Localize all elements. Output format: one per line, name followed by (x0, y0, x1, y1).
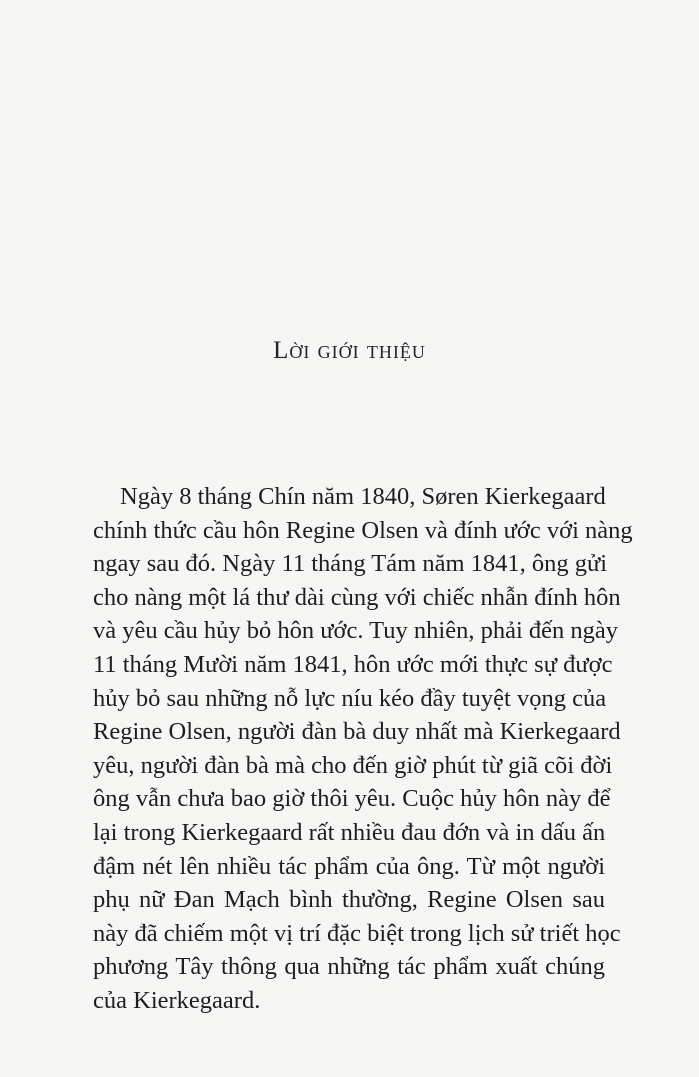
paragraph-line: cho nàng một lá thư dài cùng với chiếc nhẫn đính hôn (93, 583, 621, 611)
paragraph-line: 11 tháng Mười năm 1841, hôn ước mới thực sự được (93, 650, 613, 678)
paragraph-line: phụ nữ Đan Mạch bình thường, Regine Olsen sau (93, 886, 605, 914)
paragraph-line: phương Tây thông qua những tác phẩm xuất chúng (93, 953, 605, 981)
paragraph-line: ông vẫn chưa bao giờ thôi yêu. Cuộc hủy hôn này để (93, 785, 611, 813)
paragraph-line: chính thức cầu hôn Regine Olsen và đính ước với nàng (93, 516, 633, 544)
paragraph-line: yêu, người đàn bà mà cho đến giờ phút từ giã cõi đời (93, 751, 613, 779)
paragraph-line: Regine Olsen, người đàn bà duy nhất mà Kierkegaard (93, 718, 621, 746)
paragraph-line: và yêu cầu hủy bỏ hôn ước. Tuy nhiên, phải đến ngày (93, 617, 619, 645)
paragraph-line: này đã chiếm một vị trí đặc biệt trong lịch sử triết học (93, 919, 621, 947)
paragraph-line: ngay sau đó. Ngày 11 tháng Tám năm 1841, ông gửi (93, 550, 608, 578)
paragraph-line: của Kierkegaard. (93, 986, 261, 1014)
paragraph-line: lại trong Kierkegaard rất nhiều đau đớn và in dấu ấn (93, 818, 606, 846)
intro-paragraph (93, 480, 633, 1018)
chapter-title: Lời giới thiệu (273, 337, 426, 364)
paragraph-line: hủy bỏ sau những nỗ lực níu kéo đầy tuyệt vọng của (93, 684, 607, 712)
paragraph-line: đậm nét lên nhiều tác phẩm của ông. Từ một người (93, 852, 605, 880)
paragraph-line: Ngày 8 tháng Chín năm 1840, Søren Kierkegaard (120, 483, 606, 510)
